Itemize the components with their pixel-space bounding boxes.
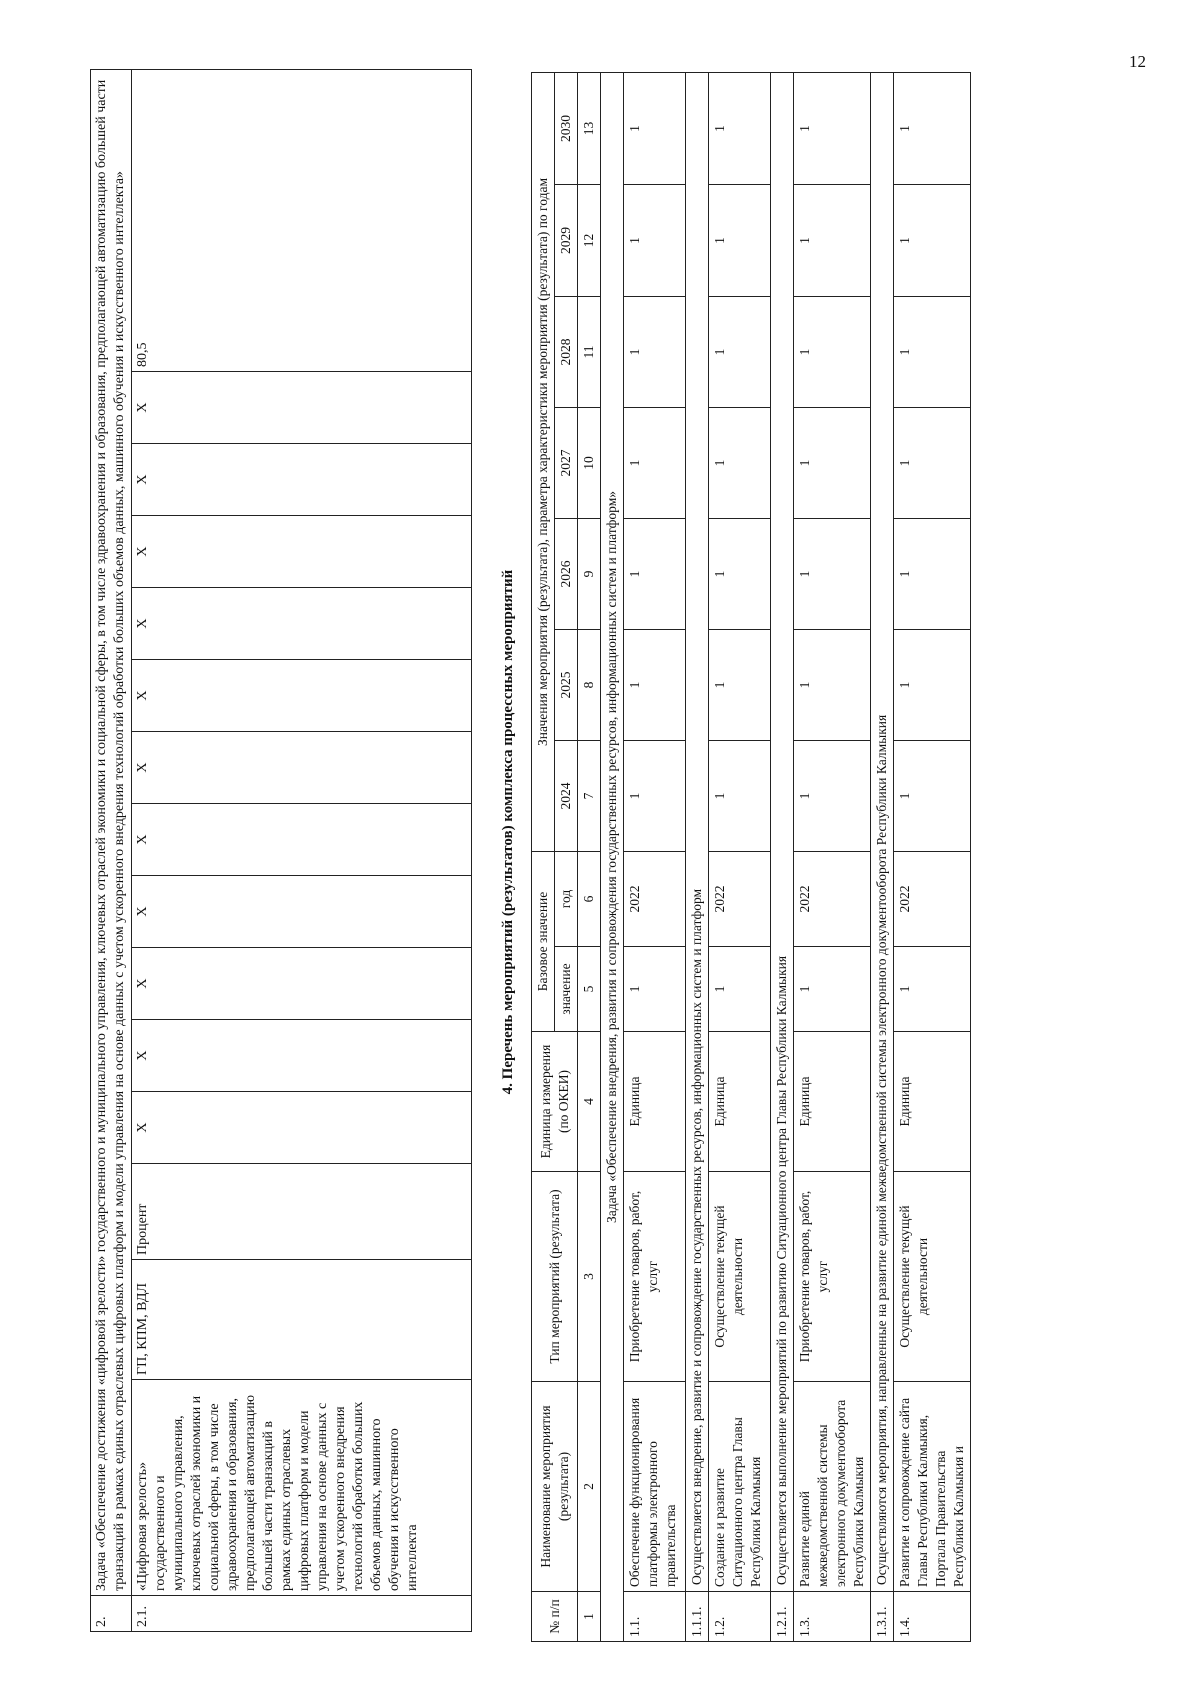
note-number: 1.3.1. [871,1592,894,1642]
column-number: 13 [578,72,601,184]
column-number: 2 [578,1382,601,1592]
event-year-value: 1 [794,740,871,851]
event-year-value: 1 [794,296,871,407]
header-year: 2030 [555,72,578,184]
event-row [794,72,871,1641]
column-number: 4 [578,1032,601,1172]
event-year-value: 1 [894,629,971,740]
event-year-value: 1 [709,740,771,851]
indicator-value: X [132,516,472,588]
event-type: Осуществление текущей деятельности [894,1172,971,1382]
event-name: Создание и развитие Ситуационного центра Главы Республики Калмыкия [709,1382,771,1592]
column-number: 6 [578,851,601,946]
indicator-value: 80,5 [132,69,472,371]
event-year-value: 1 [709,629,771,740]
header-base-value: значение [555,947,578,1032]
section-title: 4. Перечень мероприятий (результатов) комплекса процессных мероприятий [500,569,516,1095]
indicator-value: X [132,372,472,444]
event-year-value: 1 [624,518,686,629]
event-base-value: 1 [624,947,686,1032]
note-row [686,72,709,1641]
task-row [91,69,132,1631]
event-year-value: 1 [624,740,686,851]
event-year-value: 1 [794,184,871,296]
task-number: 2. [91,1596,132,1632]
event-year-value: 1 [894,184,971,296]
header-base-year: год [555,851,578,946]
note-row [871,72,894,1641]
header-unit: Единица измерения (по ОКЕИ) [532,1032,578,1172]
indicator-value: X [132,588,472,660]
header-year: 2024 [555,740,578,851]
column-number: 1 [578,1592,601,1642]
header-year: 2025 [555,629,578,740]
header-values-group: Значения мероприятия (результата), параметра характеристики мероприятия (результата) по годам [532,72,555,851]
event-unit: Единица [624,1032,686,1172]
indicator-value: X [132,1092,472,1164]
indicator-value: X [132,732,472,804]
note-text: Осуществляются мероприятия, направленные на развитие единой межведомственной системы электронного документооборота Республики Калмыкия [871,72,894,1591]
event-name: Развитие единой межведомственной системы электронного документооборота Республики Калмыкия [794,1382,871,1592]
event-base-value: 1 [794,947,871,1032]
event-base-value: 1 [894,947,971,1032]
indicator-level: ГП, КПМ, ВДЛ [132,1260,472,1380]
event-year-value: 1 [624,72,686,184]
event-name: Развитие и сопровождение сайта Главы Республики Калмыкия, Портала Правительства Республики Калмыкия и [894,1382,971,1592]
column-number: 5 [578,947,601,1032]
event-name: Обеспечение функционирования платформы электронного правительства [624,1382,686,1592]
event-unit: Единица [794,1032,871,1172]
event-year-value: 1 [894,407,971,518]
event-base-year: 2022 [709,851,771,946]
header-name: Наименование мероприятия (результата) [532,1382,578,1592]
event-year-value: 1 [794,72,871,184]
event-number: 1.3. [794,1592,871,1642]
indicator-number: 2.1. [132,1596,472,1632]
event-type: Осуществление текущей деятельности [709,1172,771,1382]
event-year-value: 1 [709,518,771,629]
event-unit: Единица [894,1032,971,1172]
rotated-page-content [90,32,1110,1637]
event-row [624,72,686,1641]
event-year-value: 1 [794,407,871,518]
event-unit: Единица [709,1032,771,1172]
note-text: Осуществляется внедрение, развитие и сопровождение государственных ресурсов, информационных систем и платформ [686,72,709,1591]
header-year: 2027 [555,407,578,518]
column-number: 7 [578,740,601,851]
events-table [531,72,971,1642]
header-num: № п/п [532,1592,578,1642]
event-year-value: 1 [624,407,686,518]
event-year-value: 1 [894,518,971,629]
column-number: 11 [578,296,601,407]
column-number: 12 [578,184,601,296]
indicator-value: X [132,1020,472,1092]
event-row [894,72,971,1641]
header-year: 2029 [555,184,578,296]
event-number: 1.1. [624,1592,686,1642]
event-base-value: 1 [709,947,771,1032]
note-number: 1.2.1. [771,1592,794,1642]
header-year: 2028 [555,296,578,407]
column-number: 3 [578,1172,601,1382]
event-year-value: 1 [894,72,971,184]
column-number: 8 [578,629,601,740]
indicator-value: X [132,876,472,948]
column-number: 9 [578,518,601,629]
event-year-value: 1 [894,296,971,407]
column-number: 10 [578,407,601,518]
indicator-row [132,69,472,1631]
event-year-value: 1 [624,629,686,740]
task-title: Задача «Обеспечение внедрения, развития и сопровождения государственных ресурсов, информационных систем и платформ» [601,72,624,1641]
event-type: Приобретение товаров, работ, услуг [624,1172,686,1382]
event-number: 1.4. [894,1592,971,1642]
page-number: 12 [1129,52,1146,71]
header-year: 2026 [555,518,578,629]
note-number: 1.1.1. [686,1592,709,1642]
event-year-value: 1 [624,184,686,296]
event-year-value: 1 [624,296,686,407]
event-year-value: 1 [794,629,871,740]
task-title-row [601,72,624,1641]
event-year-value: 1 [894,740,971,851]
event-year-value: 1 [709,184,771,296]
note-row [771,72,794,1641]
event-year-value: 1 [709,72,771,184]
event-number: 1.2. [709,1592,771,1642]
indicator-name: «Цифровая зрелость» государственного и муниципального управления, ключевых отраслей экономики и социальной сферы, в том числе здравоохранения и образования, предполагающей автоматизацию большей части транзакций в рамках единых отраслевых цифровых платформ и модели управления на основе данных с учетом ускоренного внедрения технологий обработки больших объемов данных, машинного обучения и искусственного интеллекта [132,1380,472,1596]
task-text: Задача «Обеспечение достижения «цифровой зрелости» государственного и муниципального управления, ключевых отраслей экономики и социальной сферы, в том числе здравоохранения и образования, предполагающей автоматизацию большей части транзакций в рамках единых отраслевых цифровых платформ и модели управления на основе данных с учетом ускоренного внедрения технологий обработки больших объемов данных, машинного обучения и искусственного интеллекта» [91,69,132,1595]
event-year-value: 1 [794,518,871,629]
event-base-year: 2022 [894,851,971,946]
header-base: Базовое значение [532,851,555,1031]
column-numbers-row [578,72,601,1641]
indicator-value: X [132,660,472,732]
event-year-value: 1 [709,296,771,407]
indicator-value: X [132,444,472,516]
event-row [709,72,771,1641]
indicator-value: X [132,948,472,1020]
event-type: Приобретение товаров, работ, услуг [794,1172,871,1382]
header-type: Тип мероприятий (результата) [532,1172,578,1382]
event-base-year: 2022 [794,851,871,946]
header-row-1 [532,72,555,1641]
event-year-value: 1 [709,407,771,518]
event-rows [624,72,971,1641]
indicators-table [90,69,472,1632]
indicator-unit: Процент [132,1164,472,1260]
note-text: Осуществляется выполнение мероприятий по развитию Ситуационного центра Главы Республики Калмыкия [771,72,794,1591]
event-base-year: 2022 [624,851,686,946]
indicator-value: X [132,804,472,876]
